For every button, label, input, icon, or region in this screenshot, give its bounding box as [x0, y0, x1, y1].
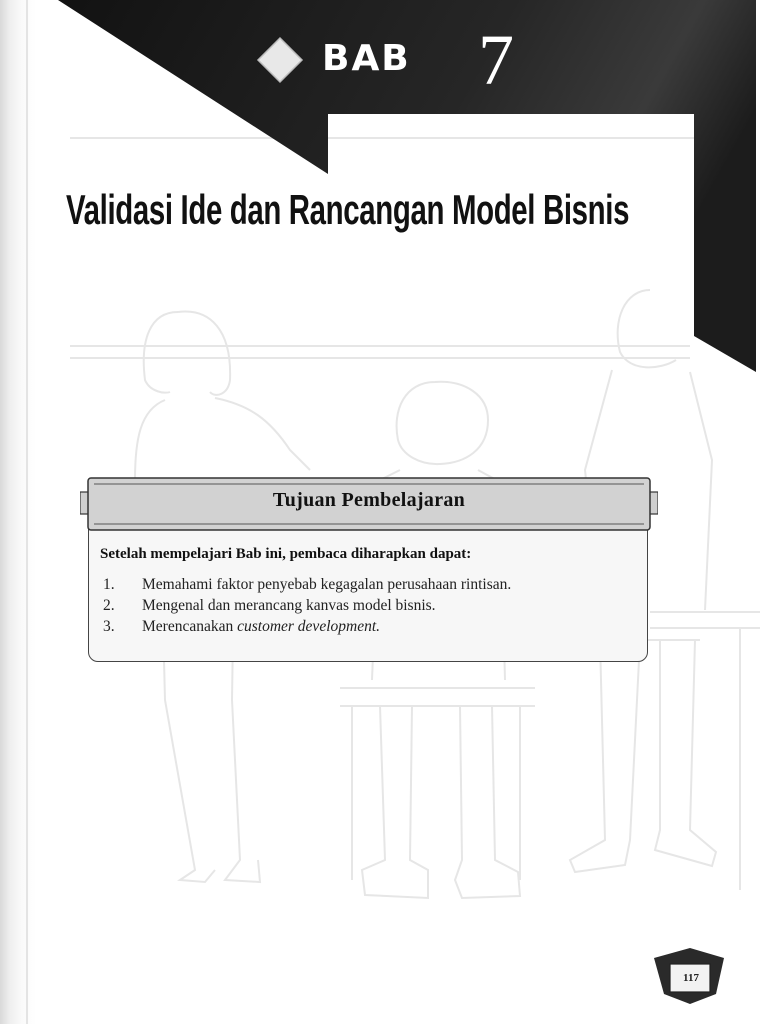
objectives-intro: Setelah mempelajari Bab ini, pembaca diharapkan dapat: — [100, 546, 472, 562]
list-number: 3. — [103, 618, 115, 635]
italic-term: customer development. — [237, 618, 381, 635]
chapter-label: BAB — [322, 38, 411, 79]
diamond-icon — [256, 36, 304, 84]
list-text: Mengenal dan merancang kanvas model bisnis. — [142, 597, 436, 614]
page-number: 117 — [683, 972, 699, 984]
list-text: Merencanakan customer development. — [142, 618, 381, 635]
chapter-number: 7 — [478, 20, 514, 100]
chapter-title: Validasi Ide dan Rancangan Model Bisnis — [66, 186, 630, 233]
objectives-heading: Tujuan Pembelajaran — [272, 489, 466, 511]
list-number: 2. — [103, 597, 115, 614]
list-number: 1. — [103, 576, 115, 593]
list-text: Memahami faktor penyebab kegagalan perusahaan rintisan. — [142, 576, 512, 593]
